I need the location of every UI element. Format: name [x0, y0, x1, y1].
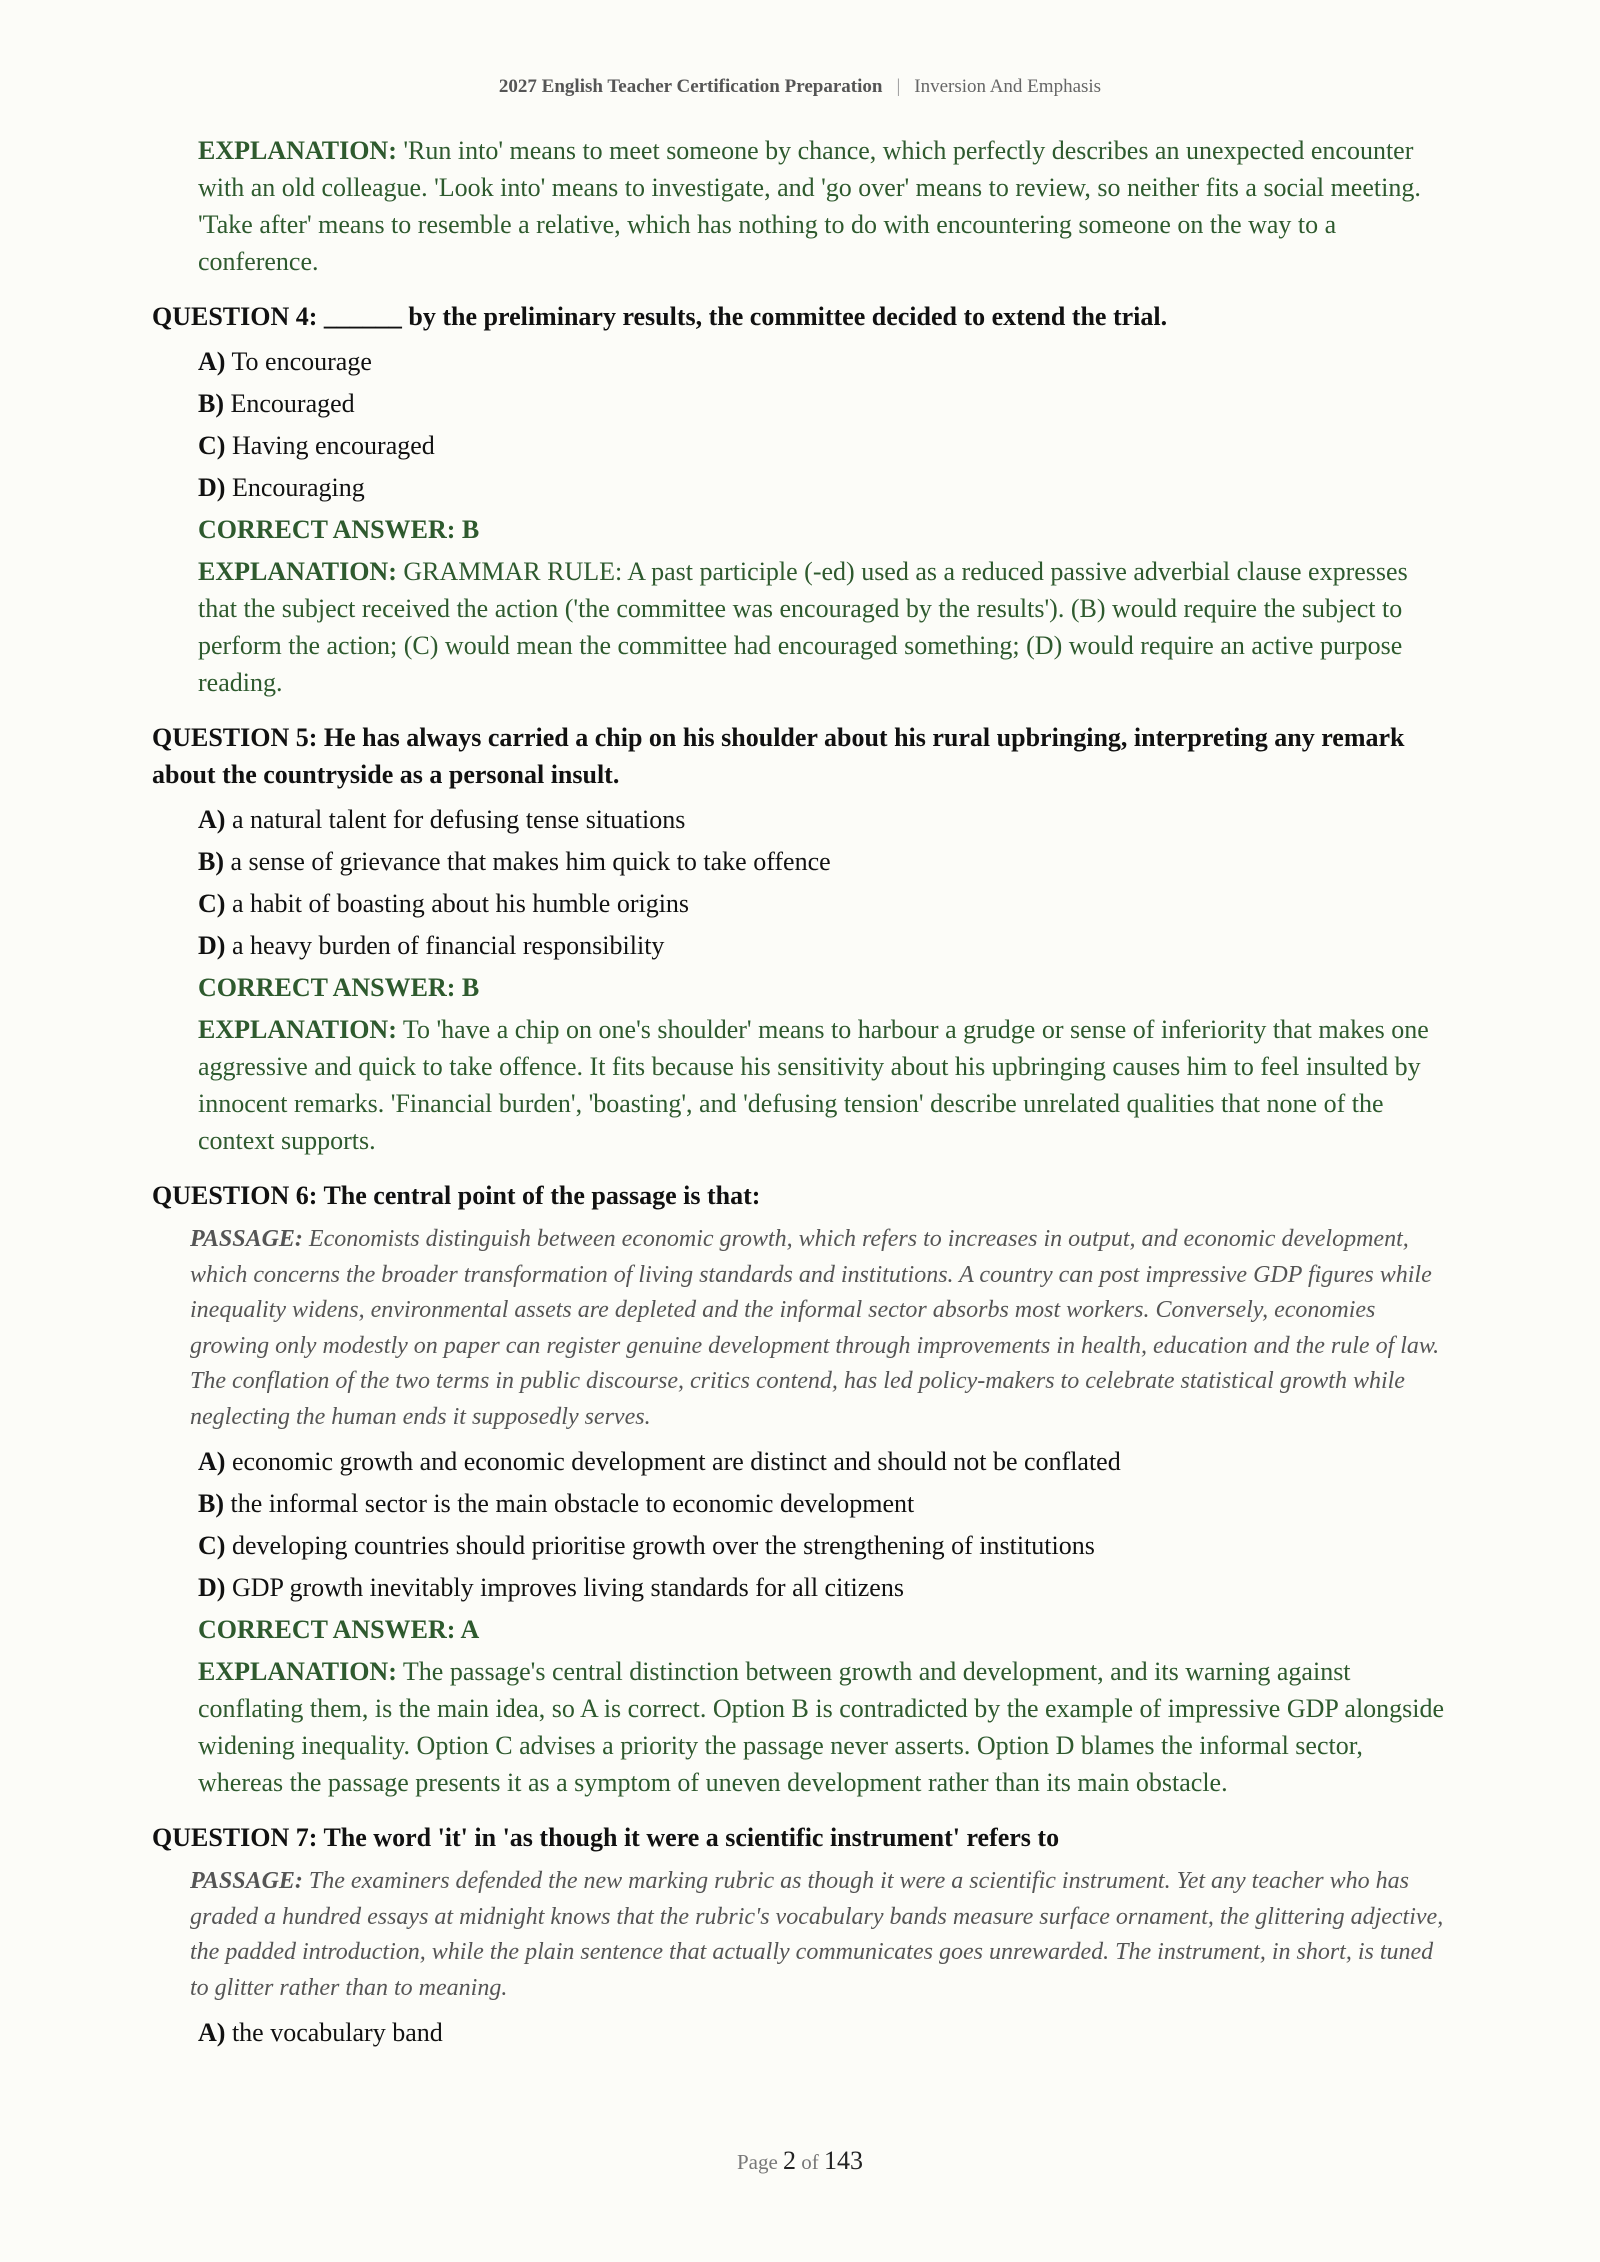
- question-7-prompt: QUESTION 7: The word 'it' in 'as though it were a scientific instrument' refers to: [152, 1823, 1060, 1852]
- page-prefix: Page: [736, 2150, 778, 2174]
- total-pages: 143: [824, 2146, 864, 2175]
- page-of: of: [801, 2150, 819, 2174]
- q6-option-b: B) the informal sector is the main obstacle to economic development: [198, 1489, 915, 1518]
- q4-option-c: C) Having encouraged: [198, 431, 435, 460]
- q6-option-a: A) economic growth and economic development are distinct and should not be conflated: [198, 1447, 1121, 1476]
- passage-text: Economists distinguish between economic growth, which refers to increases in output, and economic development, which concerns the broader transformation of living standards and institutions. A country can post impressive GDP figures while inequality widens, environmental assets are depleted and the informal sector absorbs most workers. Conversely, economies growing only modestly on paper can register genuine development through improvements in health, education and the rule of law. The conflation of the two terms in public discourse, critics contend, has led policy-makers to celebrate statistical growth while neglecting the human ends it supposedly serves.: [190, 1226, 1440, 1430]
- explanation-text: GRAMMAR RULE: A past participle (-ed) used as a reduced passive adverbial clause expresses that the subject received the action ('the committee was encouraged by the results'). (B) would require the subject to perform the action; (C) would mean the committee had encouraged something; (D) would require an active purpose reading.: [198, 557, 1408, 697]
- header-separator: |: [896, 76, 901, 97]
- q5-option-c: C) a habit of boasting about his humble origins: [198, 889, 690, 918]
- q4-option-a: A) To encourage: [198, 347, 372, 376]
- q6-explanation: [198, 1653, 1452, 1801]
- question-4-prompt: QUESTION 4: ______ by the preliminary results, the committee decided to extend the trial.: [152, 302, 1168, 331]
- q7-passage: [190, 1864, 1452, 2006]
- q4-option-b: B) Encouraged: [198, 389, 355, 418]
- q5-option-d: D) a heavy burden of financial responsibility: [198, 931, 665, 960]
- page-footer: [0, 2146, 1600, 2176]
- explanation-text: The passage's central distinction between growth and development, and its warning against conflating them, is the main idea, so A is correct. Option B is contradicted by the example of impressive GDP alongside widening inequality. Option C advises a priority the passage never asserts. Option D blames the informal sector, whereas the passage presents it as a symptom of uneven development rather than its main obstacle.: [198, 1657, 1445, 1797]
- q4-explanation: [198, 553, 1452, 701]
- explanation-label: EXPLANATION:: [198, 557, 397, 586]
- question-6-prompt: QUESTION 6: The central point of the passage is that:: [152, 1181, 761, 1210]
- passage-label: PASSAGE:: [190, 1226, 303, 1252]
- passage-label: PASSAGE:: [190, 1868, 303, 1894]
- question-5-prompt: QUESTION 5: He has always carried a chip on his shoulder about his rural upbringing, interpreting any remark about the countryside as a personal insult.: [152, 723, 1405, 789]
- current-page: 2: [783, 2146, 797, 2175]
- q6-option-d: D) GDP growth inevitably improves living standards for all citizens: [198, 1573, 904, 1602]
- explanation-text: 'Run into' means to meet someone by chance, which perfectly describes an unexpected encounter with an old colleague. 'Look into' means to investigate, and 'go over' means to review, so neither fits a social meeting. 'Take after' means to resemble a relative, which has nothing to do with encountering someone on the way to a conference.: [198, 136, 1421, 276]
- q5-correct-answer: CORRECT ANSWER: B: [198, 973, 480, 1002]
- q5-option-b: B) a sense of grievance that makes him quick to take offence: [198, 847, 831, 876]
- q4-correct-answer: CORRECT ANSWER: B: [198, 515, 480, 544]
- q5-option-a: A) a natural talent for defusing tense situations: [198, 805, 686, 834]
- q6-correct-answer: CORRECT ANSWER: A: [198, 1615, 480, 1644]
- q5-explanation: [198, 1011, 1452, 1159]
- q3-explanation: [198, 132, 1452, 280]
- explanation-label: EXPLANATION:: [198, 1015, 397, 1044]
- q7-option-a: A) the vocabulary band: [198, 2018, 443, 2047]
- q6-passage: [190, 1222, 1452, 1435]
- explanation-label: EXPLANATION:: [198, 1657, 397, 1686]
- q6-option-c: C) developing countries should prioritise growth over the strengthening of institutions: [198, 1531, 1095, 1560]
- page-header: [0, 76, 1600, 98]
- topic-title: Inversion And Emphasis: [914, 76, 1102, 97]
- q4-option-d: D) Encouraging: [198, 473, 365, 502]
- explanation-label: EXPLANATION:: [198, 136, 397, 165]
- explanation-text: To 'have a chip on one's shoulder' means to harbour a grudge or sense of inferiority that makes one aggressive and quick to take offence. It fits because his sensitivity about his upbringing causes him to feel insulted by innocent remarks. 'Financial burden', 'boasting', and 'defusing tension' describe unrelated qualities that none of the context supports.: [198, 1015, 1429, 1155]
- page-content: [152, 132, 1452, 2056]
- passage-text: The examiners defended the new marking rubric as though it were a scientific instrument. Yet any teacher who has graded a hundred essays at midnight knows that the rubric's vocabulary bands measure surface ornament, the glittering adjective, the padded introduction, while the plain sentence that actually communicates goes unrewarded. The instrument, in short, is tuned to glitter rather than to meaning.: [190, 1868, 1444, 2001]
- course-title: 2027 English Teacher Certification Preparation: [498, 76, 883, 97]
